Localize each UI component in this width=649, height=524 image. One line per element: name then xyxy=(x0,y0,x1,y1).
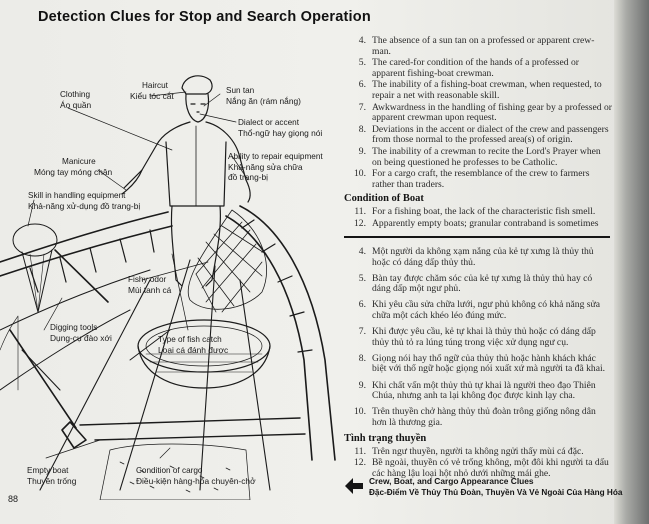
vi-item-8 xyxy=(344,354,612,375)
label-fish-catch-en: Type of fish catch xyxy=(158,335,222,344)
vi-item-text: Bề ngoài, thuyền có vẻ trống không, một đôi khi người ta dấu các hàng lậu loại hột nhỏ dưới những mái ghe. xyxy=(372,457,609,479)
label-haircut-vi: Kiểu tóc cắt xyxy=(130,91,174,101)
vi-item-text: Trên thuyền chở hàng thủy thủ đoàn trông giống nông dân hơn là thương gia. xyxy=(372,406,596,428)
vi-item-number: 6. xyxy=(358,299,366,311)
digging-tools xyxy=(10,330,86,448)
vi-item-number: 12. xyxy=(354,457,366,469)
en-item-5 xyxy=(344,58,612,79)
vi-item-text: Giọng nói hay thổ ngữ của thủy thủ hoặc hành khách khác biệt với thổ ngữ hoặc giọng nói xuất xứ mà người ta đã khai. xyxy=(372,352,606,375)
label-cargo xyxy=(136,466,256,486)
label-clothing-vi: Áo quần xyxy=(60,100,92,110)
label-digging-tools-en: Digging tools xyxy=(50,323,98,332)
label-digging-tools xyxy=(50,323,112,343)
vi-item-text: Khi chất vấn một thủy thủ tự khai là người theo đạo Thiên Chúa, nhưng anh ta lại không đọc được kinh lạy cha. xyxy=(372,379,596,402)
vi-item-6 xyxy=(344,300,612,321)
vi-item-text: Trên ngư thuyền, người ta không ngửi thấy mùi cá đặc. xyxy=(372,445,584,457)
boat-heading-en: Condition of Boat xyxy=(344,193,424,205)
label-digging-tools-vi: Dụng-cụ đào xới xyxy=(50,333,112,343)
label-dialect-en: Dialect or accent xyxy=(238,118,299,127)
page-number: 88 xyxy=(8,494,19,504)
en-item-text: The cared-for condition of the hands of a professed or apparent fishing-boat crewman. xyxy=(372,57,579,79)
label-repair-vi2: đồ trang-bị xyxy=(228,172,269,182)
label-clothing xyxy=(60,90,91,110)
vi-item-5 xyxy=(344,274,612,295)
label-handling xyxy=(28,191,140,211)
arrow-left-icon xyxy=(345,478,363,494)
en-item-number: 4. xyxy=(358,35,366,46)
en-item-4 xyxy=(344,36,612,57)
page-title: Detection Clues for Stop and Search Operation xyxy=(38,9,371,25)
fishing-net xyxy=(188,210,266,312)
caption-vietnamese: Đặc-Điểm Về Thủy Thủ Đoàn, Thuyền Và Vẻ Ngoài Của Hàng Hóa xyxy=(369,488,623,497)
label-fish-catch-vi: Loại cá đánh được xyxy=(158,345,229,355)
en-item-number: 9. xyxy=(358,145,366,157)
en-item-number: 8. xyxy=(358,123,366,135)
en-item-12 xyxy=(344,219,612,230)
en-item-text: For a fishing boat, the lack of the characteristic fish smell. xyxy=(372,205,596,217)
en-item-10 xyxy=(344,169,612,190)
text-column xyxy=(344,36,612,480)
vi-item-10 xyxy=(344,407,612,428)
vi-item-number: 9. xyxy=(358,379,366,391)
label-cargo-vi: Điều-kiện hàng-hóa chuyên-chở xyxy=(136,476,256,486)
vi-item-number: 8. xyxy=(358,352,366,364)
label-dialect-vi: Thổ-ngữ hay giọng nói xyxy=(238,128,323,138)
en-item-text: The inability of a crewman to recite the Lord's Prayer when on being questioned he professes to be Catholic. xyxy=(372,145,601,168)
label-suntan-vi: Nắng ăn (rám nắng) xyxy=(226,96,301,106)
label-repair xyxy=(228,152,323,182)
label-repair-en: Ability to repair equipment xyxy=(228,152,323,161)
label-suntan-en: Sun tan xyxy=(226,86,255,95)
vi-item-text: Bàn tay được chăm sóc của kẻ tự xưng là thủy thủ hay có dáng dấp một ngư phủ. xyxy=(372,272,593,295)
en-item-number: 10. xyxy=(354,168,366,180)
en-item-text: The inability of a fishing-boat crewman, when requested, to repair a net with reasonable skill. xyxy=(372,79,602,101)
label-empty-boat-vi: Thuyền trống xyxy=(27,476,77,486)
en-item-number: 6. xyxy=(358,79,366,91)
label-clothing-en: Clothing xyxy=(60,90,91,99)
en-item-text: Deviations in the accent or dialect of the crew and passengers from those normal to the professed area(s) of origin. xyxy=(372,123,609,146)
label-empty-boat xyxy=(27,466,76,486)
en-item-7 xyxy=(344,103,612,124)
en-item-text: The absence of a sun tan on a professed or apparent crew-man. xyxy=(372,35,595,57)
label-haircut-en: Haircut xyxy=(142,81,168,90)
vi-item-text: Khi được yêu cầu, kẻ tự khai là thủy thủ hoặc có dáng dấp thủy thủ tỏ ra lúng túng trong việc xử dụng ngư cụ. xyxy=(372,326,596,348)
en-item-text: Awkwardness in the handling of fishing gear by a professed or apparent crewman upon request. xyxy=(372,101,612,124)
vi-item-text: Một người da không xạm nắng của kẻ tự xưng là thủy thủ hoặc có dáng dấp thủy thủ. xyxy=(372,246,594,268)
en-item-number: 5. xyxy=(358,57,366,69)
vi-item-number: 7. xyxy=(358,326,366,338)
label-suntan xyxy=(226,86,301,106)
label-empty-boat-en: Empty boat xyxy=(27,466,69,475)
label-manicure-en: Manicure xyxy=(62,157,96,166)
label-cargo-en: Condition of cargo xyxy=(136,466,203,475)
en-item-number: 12. xyxy=(354,217,366,229)
facing-page-edge xyxy=(614,0,649,524)
en-item-11 xyxy=(344,207,612,218)
vi-item-number: 10. xyxy=(354,406,366,418)
en-item-number: 7. xyxy=(358,101,366,113)
label-repair-vi1: Khả-năng sửa chữa xyxy=(228,162,303,172)
label-fish-catch xyxy=(158,335,228,355)
label-haircut xyxy=(130,81,174,101)
label-manicure xyxy=(34,157,112,177)
section-divider xyxy=(344,236,610,238)
en-item-6 xyxy=(344,80,612,101)
vi-item-number: 5. xyxy=(358,272,366,284)
label-fishy-odor-en: Fishy odor xyxy=(128,275,167,284)
caption-english: Crew, Boat, and Cargo Appearance Clues xyxy=(369,476,534,486)
vi-item-number: 11. xyxy=(354,445,366,457)
label-fishy-odor-vi: Mùi tanh cá xyxy=(128,285,172,295)
vi-item-11 xyxy=(344,447,612,458)
label-dialect xyxy=(238,118,322,138)
en-item-text: Apparently empty boats; granular contraband is sometimes xyxy=(372,217,599,229)
vi-item-4 xyxy=(344,247,612,268)
vi-item-number: 4. xyxy=(358,246,366,258)
en-item-number: 11. xyxy=(354,205,366,217)
boat-heading-vi: Tình trạng thuyền xyxy=(344,432,427,444)
label-handling-en: Skill in handling equipment xyxy=(28,191,126,200)
label-fishy-odor xyxy=(128,275,171,295)
en-item-8 xyxy=(344,125,612,146)
en-item-text: For a cargo craft, the resemblance of the crew to farmers rather than traders. xyxy=(372,168,590,190)
hand-net xyxy=(13,224,108,312)
label-handling-vi: Khả-năng xử-dụng đồ trang-bị xyxy=(28,201,141,211)
vi-item-7 xyxy=(344,327,612,348)
vi-item-9 xyxy=(344,381,612,402)
vi-item-text: Khi yêu cầu sửa chữa lưới, ngư phủ không có khả năng sửa chữa một cách khéo léo đúng mức. xyxy=(372,299,600,322)
en-item-9 xyxy=(344,147,612,168)
label-manicure-vi: Móng tay móng chân xyxy=(34,167,113,177)
